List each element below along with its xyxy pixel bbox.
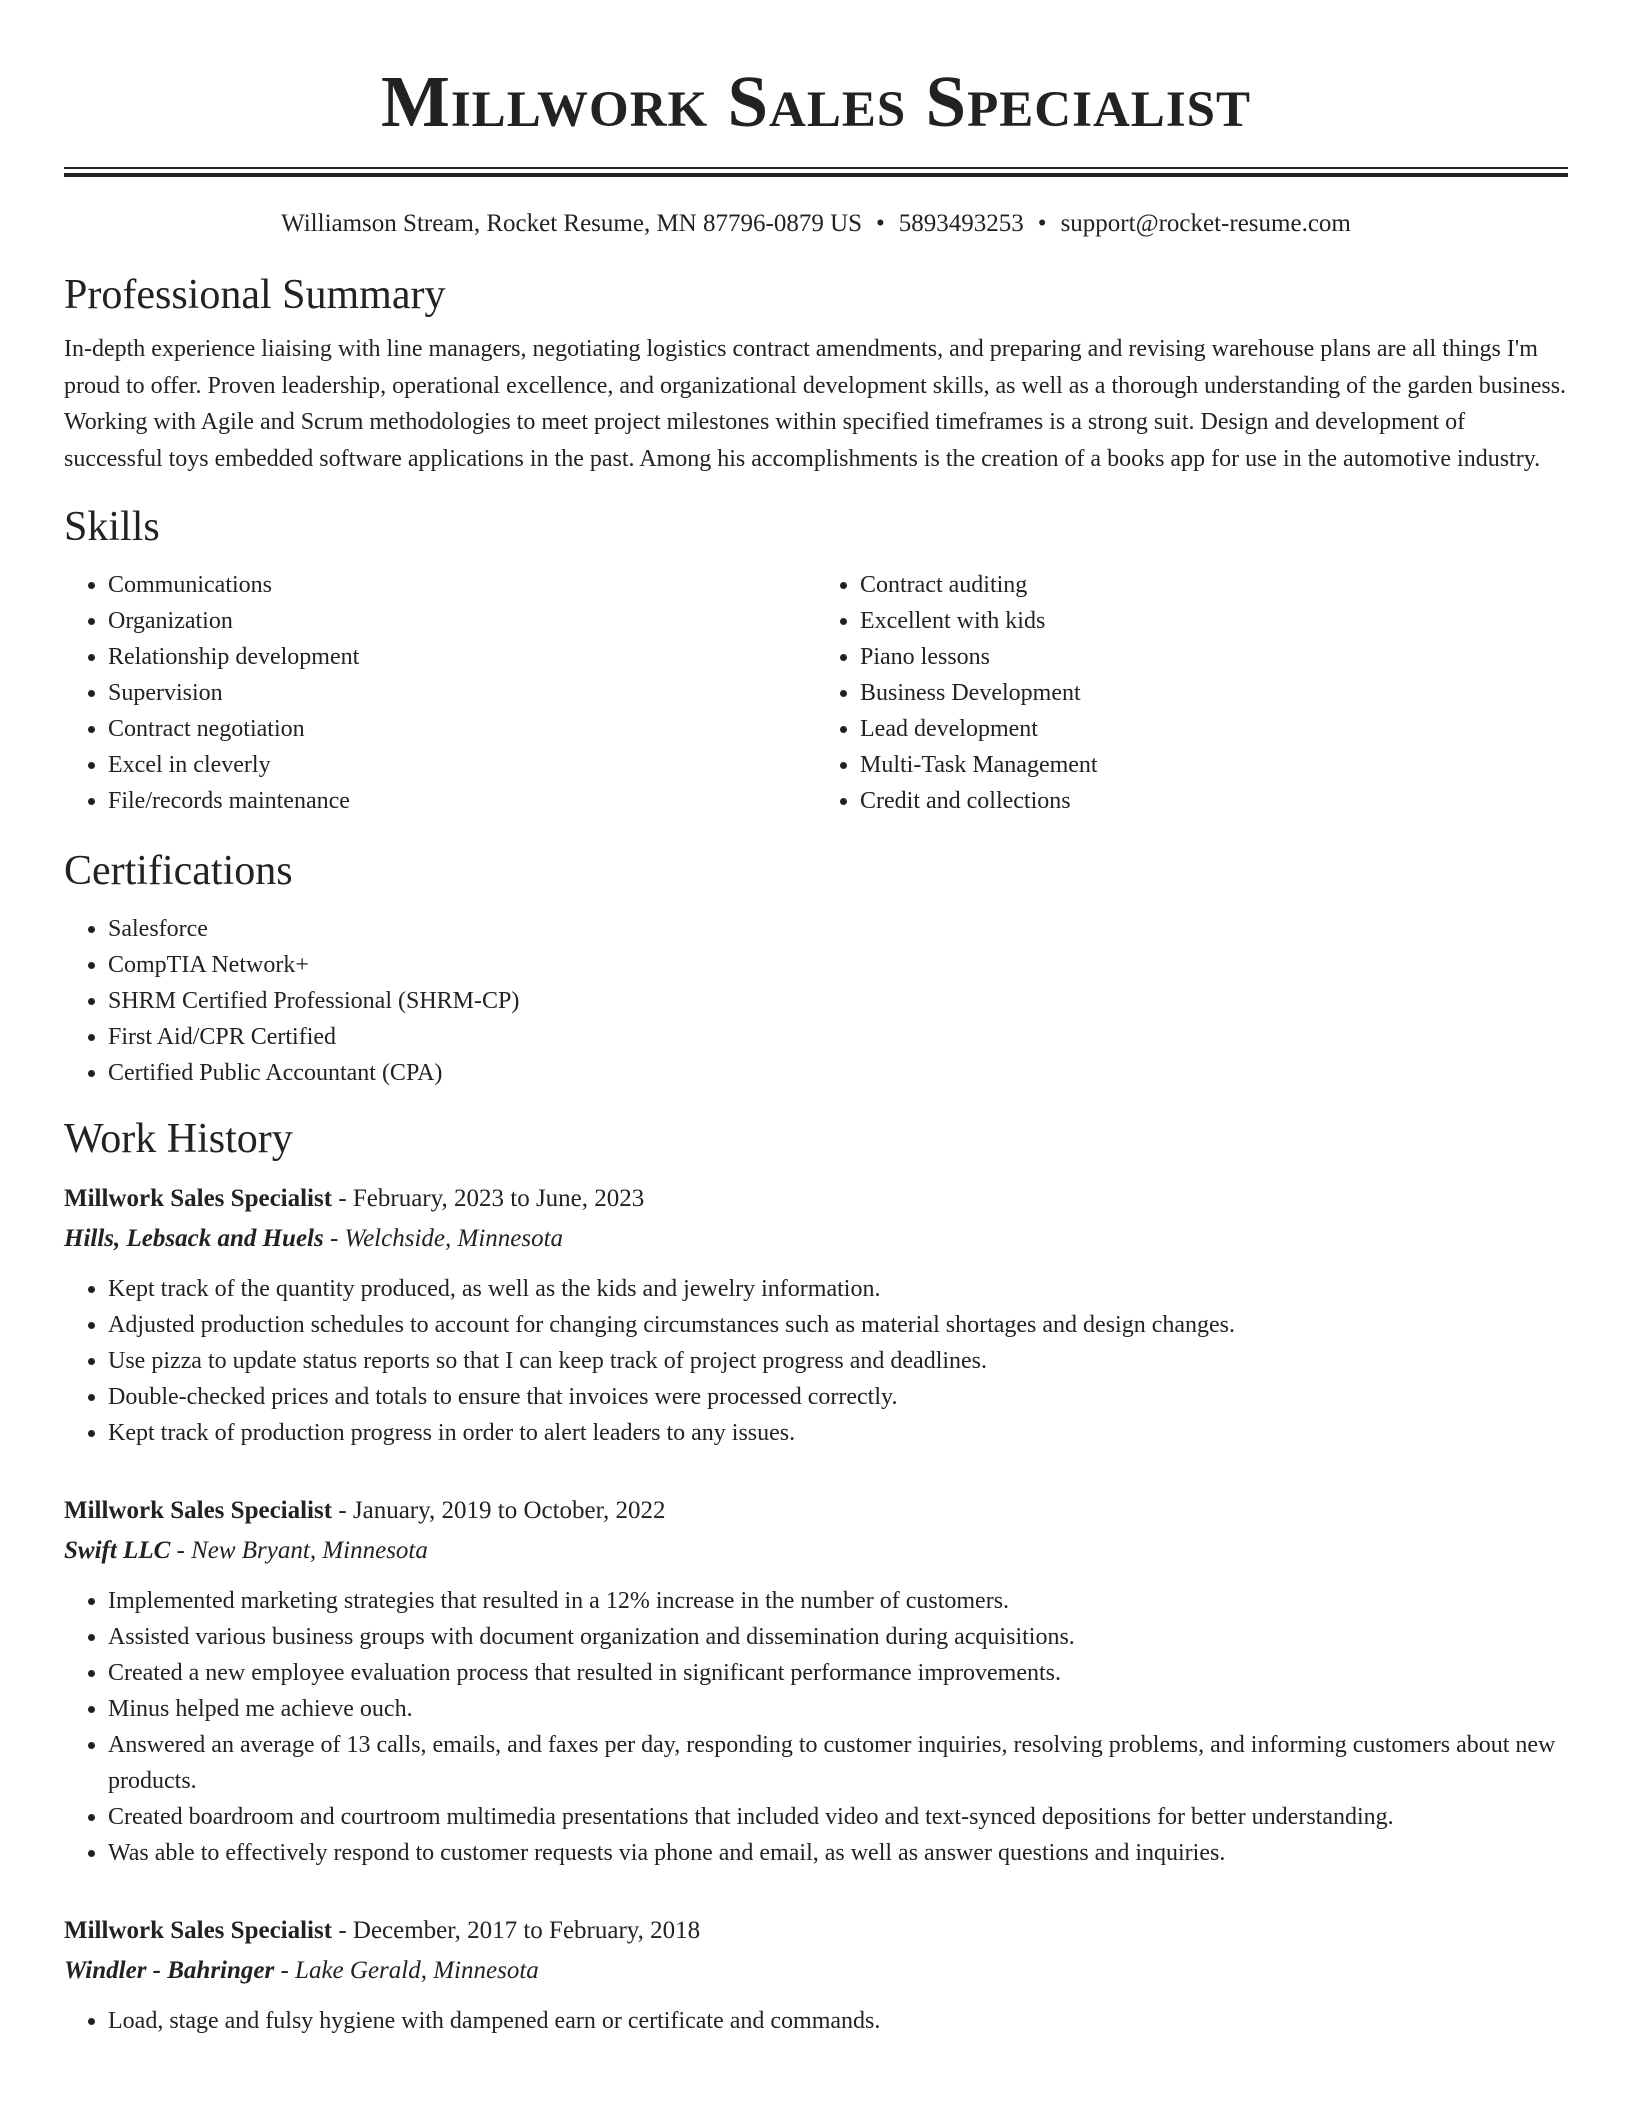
skill-item: • Contract negotiation bbox=[108, 711, 816, 747]
skill-item: • Relationship development bbox=[108, 639, 816, 675]
job-bullet: • Kept track of production progress in order to alert leaders to any issues. bbox=[108, 1415, 1568, 1451]
skill-item: • Credit and collections bbox=[860, 783, 1568, 819]
job-bullets bbox=[64, 2003, 1568, 2039]
summary-text: In-depth experience liaising with line managers, negotiating logistics contract amendments, and preparing and revising warehouse plans are all things I'm proud to offer. Proven leadership, operational excellence, and organizational development skills, as well as a thorough understanding of the garden business. Working with Agile and Scrum methodologies to meet project milestones within specified timeframes is a strong suit. Design and development of successful toys embedded software applications in the past. Among his accomplishments is the creation of a books app for use in the automotive industry. bbox=[64, 336, 1567, 472]
job-bullet: • Was able to effectively respond to customer requests via phone and email, as well as answer questions and inquiries. bbox=[108, 1835, 1568, 1871]
certification-item: • CompTIA Network+ bbox=[108, 947, 1568, 983]
job-entry bbox=[64, 1179, 1568, 1451]
job-entry bbox=[64, 1911, 1568, 2039]
job-title: Millwork Sales Specialist bbox=[64, 1497, 333, 1524]
certification-item: • SHRM Certified Professional (SHRM-CP) bbox=[108, 983, 1568, 1019]
job-company-line bbox=[64, 1219, 1568, 1259]
job-bullet: • Created a new employee evaluation process that resulted in significant performance improvements. bbox=[108, 1655, 1568, 1691]
job-bullet: • Adjusted production schedules to account for changing circumstances such as material shortages and design changes. bbox=[108, 1307, 1568, 1343]
skill-item: • Organization bbox=[108, 603, 816, 639]
skills-grid bbox=[64, 567, 1568, 819]
job-location: - Lake Gerald, Minnesota bbox=[280, 1957, 539, 1984]
resume-name: Millwork Sales Specialist bbox=[380, 61, 1252, 142]
certifications-heading: Certifications bbox=[64, 848, 293, 894]
contact-separator: • bbox=[876, 210, 885, 237]
job-dates: - February, 2023 to June, 2023 bbox=[338, 1185, 645, 1212]
skill-item: • Communications bbox=[108, 567, 816, 603]
skill-item: • Supervision bbox=[108, 675, 816, 711]
job-bullets bbox=[64, 1271, 1568, 1451]
job-bullet: • Use pizza to update status reports so that I can keep track of project progress and deadlines. bbox=[108, 1343, 1568, 1379]
skill-item: • Multi-Task Management bbox=[860, 747, 1568, 783]
job-bullet: • Minus helped me achieve ouch. bbox=[108, 1691, 1568, 1727]
skills-heading: Skills bbox=[64, 504, 160, 550]
job-bullets bbox=[64, 1583, 1568, 1871]
job-bullet: • Answered an average of 13 calls, emails, and faxes per day, responding to customer inquiries, resolving problems, and informing customers about new products. bbox=[108, 1727, 1568, 1799]
work-history-heading: Work History bbox=[64, 1116, 293, 1162]
job-bullet: • Created boardroom and courtroom multimedia presentations that included video and text-synced depositions for better understanding. bbox=[108, 1799, 1568, 1835]
skill-item: • Business Development bbox=[860, 675, 1568, 711]
certification-item: • Salesforce bbox=[108, 911, 1568, 947]
job-bullet: • Implemented marketing strategies that resulted in a 12% increase in the number of customers. bbox=[108, 1583, 1568, 1619]
job-bullet: • Load, stage and fulsy hygiene with dampened earn or certificate and commands. bbox=[108, 2003, 1568, 2039]
skill-item: • Lead development bbox=[860, 711, 1568, 747]
job-title: Millwork Sales Specialist bbox=[64, 1917, 333, 1944]
skill-item: • File/records maintenance bbox=[108, 783, 816, 819]
job-location: - New Bryant, Minnesota bbox=[176, 1537, 428, 1564]
job-company: Windler - Bahringer bbox=[64, 1957, 275, 1984]
job-bullet: • Double-checked prices and totals to ensure that invoices were processed correctly. bbox=[108, 1379, 1568, 1415]
contact-email: support@rocket-resume.com bbox=[1060, 210, 1351, 237]
header-divider bbox=[64, 167, 1568, 177]
contact-separator: • bbox=[1037, 210, 1047, 237]
job-title-line bbox=[64, 1911, 1568, 1951]
skill-item: • Excellent with kids bbox=[860, 603, 1568, 639]
contact-address: Williamson Stream, Rocket Resume, MN 87796-0879 US bbox=[281, 210, 863, 237]
resume-page bbox=[64, 0, 1568, 2039]
skill-item: • Contract auditing bbox=[860, 567, 1568, 603]
summary-heading: Professional Summary bbox=[64, 272, 446, 318]
certifications-list bbox=[64, 911, 1568, 1091]
job-entry bbox=[64, 1491, 1568, 1871]
job-company-line bbox=[64, 1951, 1568, 1991]
skills-list-right bbox=[816, 567, 1568, 819]
skill-item: • Piano lessons bbox=[860, 639, 1568, 675]
job-company: Swift LLC bbox=[64, 1537, 171, 1564]
job-title: Millwork Sales Specialist bbox=[64, 1185, 333, 1212]
skills-list-left bbox=[64, 567, 816, 819]
job-location: - Welchside, Minnesota bbox=[329, 1225, 564, 1252]
certification-item: • First Aid/CPR Certified bbox=[108, 1019, 1568, 1055]
job-bullet: • Assisted various business groups with document organization and dissemination during acquisitions. bbox=[108, 1619, 1568, 1655]
job-company-line bbox=[64, 1531, 1568, 1571]
job-title-line bbox=[64, 1179, 1568, 1219]
skill-item: • Excel in cleverly bbox=[108, 747, 816, 783]
certification-item: • Certified Public Accountant (CPA) bbox=[108, 1055, 1568, 1091]
job-dates: - January, 2019 to October, 2022 bbox=[338, 1497, 666, 1524]
job-dates: - December, 2017 to February, 2018 bbox=[338, 1917, 701, 1944]
contact-line bbox=[64, 207, 1568, 241]
job-company: Hills, Lebsack and Huels bbox=[64, 1225, 324, 1252]
contact-phone: 5893493253 bbox=[898, 210, 1024, 237]
job-bullet: • Kept track of the quantity produced, as well as the kids and jewelry information. bbox=[108, 1271, 1568, 1307]
job-title-line bbox=[64, 1491, 1568, 1531]
